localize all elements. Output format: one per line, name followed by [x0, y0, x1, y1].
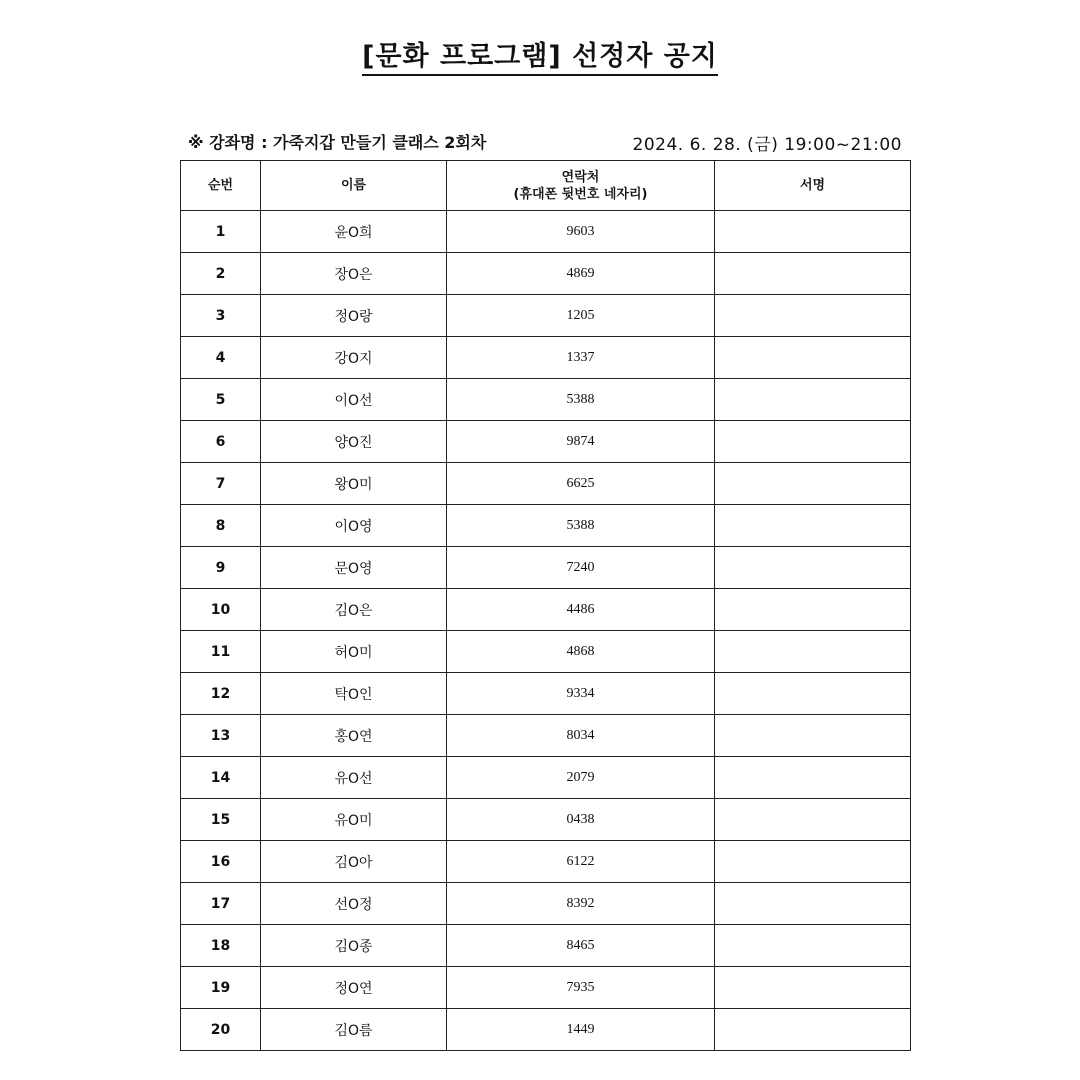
- row-number: 2: [181, 253, 261, 295]
- row-signature: [715, 967, 911, 1009]
- row-signature: [715, 799, 911, 841]
- row-name: 홍O연: [261, 715, 447, 757]
- row-signature: [715, 295, 911, 337]
- row-name: 김O종: [261, 925, 447, 967]
- row-signature: [715, 883, 911, 925]
- row-signature: [715, 715, 911, 757]
- row-number: 14: [181, 757, 261, 799]
- row-phone: 4869: [447, 253, 715, 295]
- row-name: 허O미: [261, 631, 447, 673]
- table-row: [181, 799, 911, 841]
- row-phone: 9334: [447, 673, 715, 715]
- row-signature: [715, 337, 911, 379]
- row-phone: 1449: [447, 1009, 715, 1051]
- row-phone: 8465: [447, 925, 715, 967]
- row-name: 장O은: [261, 253, 447, 295]
- row-name: 문O영: [261, 547, 447, 589]
- row-phone: 2079: [447, 757, 715, 799]
- row-name: 왕O미: [261, 463, 447, 505]
- row-number: 7: [181, 463, 261, 505]
- table-row: [181, 253, 911, 295]
- row-signature: [715, 631, 911, 673]
- table-row: [181, 715, 911, 757]
- row-name: 김O은: [261, 589, 447, 631]
- table-row: [181, 925, 911, 967]
- row-number: 12: [181, 673, 261, 715]
- row-name: 유O미: [261, 799, 447, 841]
- row-name: 유O선: [261, 757, 447, 799]
- row-number: 18: [181, 925, 261, 967]
- row-phone: 9603: [447, 211, 715, 253]
- row-phone: 9874: [447, 421, 715, 463]
- row-phone: 5388: [447, 505, 715, 547]
- row-number: 8: [181, 505, 261, 547]
- course-info-bar: [188, 130, 902, 154]
- table-row: [181, 841, 911, 883]
- row-number: 20: [181, 1009, 261, 1051]
- header-contact-title: 연락처: [561, 169, 600, 185]
- table-row: [181, 505, 911, 547]
- row-phone: 7935: [447, 967, 715, 1009]
- row-signature: [715, 589, 911, 631]
- row-name: 정O연: [261, 967, 447, 1009]
- row-phone: 4486: [447, 589, 715, 631]
- row-number: 11: [181, 631, 261, 673]
- row-signature: [715, 421, 911, 463]
- row-name: 강O지: [261, 337, 447, 379]
- table-row: [181, 379, 911, 421]
- header-contact: [447, 161, 715, 211]
- document-title: [0, 34, 1080, 73]
- row-number: 5: [181, 379, 261, 421]
- row-signature: [715, 211, 911, 253]
- header-contact-subtitle: (휴대폰 뒷번호 네자리): [513, 186, 648, 202]
- row-name: 이O영: [261, 505, 447, 547]
- row-name: 탁O인: [261, 673, 447, 715]
- row-name: 이O선: [261, 379, 447, 421]
- header-name: 이름: [261, 161, 447, 211]
- row-number: 6: [181, 421, 261, 463]
- row-name: 윤O희: [261, 211, 447, 253]
- row-signature: [715, 463, 911, 505]
- table-row: [181, 589, 911, 631]
- row-signature: [715, 547, 911, 589]
- row-phone: 1205: [447, 295, 715, 337]
- row-signature: [715, 841, 911, 883]
- row-phone: 4868: [447, 631, 715, 673]
- row-number: 17: [181, 883, 261, 925]
- table-row: [181, 883, 911, 925]
- table-row: [181, 967, 911, 1009]
- row-signature: [715, 673, 911, 715]
- row-name: 양O진: [261, 421, 447, 463]
- row-number: 4: [181, 337, 261, 379]
- row-number: 10: [181, 589, 261, 631]
- row-signature: [715, 379, 911, 421]
- row-phone: 6625: [447, 463, 715, 505]
- row-number: 19: [181, 967, 261, 1009]
- row-phone: 5388: [447, 379, 715, 421]
- row-phone: 0438: [447, 799, 715, 841]
- row-number: 13: [181, 715, 261, 757]
- row-number: 16: [181, 841, 261, 883]
- header-signature: 서명: [715, 161, 911, 211]
- course-name: ※ 강좌명 : 가죽지갑 만들기 클래스 2회차: [188, 133, 487, 152]
- course-datetime: 2024. 6. 28. (금) 19:00~21:00: [632, 135, 902, 155]
- table-row: [181, 211, 911, 253]
- table-row: [181, 673, 911, 715]
- row-signature: [715, 925, 911, 967]
- table-row: [181, 631, 911, 673]
- row-number: 9: [181, 547, 261, 589]
- table-row: [181, 337, 911, 379]
- header-number: 순번: [181, 161, 261, 211]
- row-phone: 7240: [447, 547, 715, 589]
- selected-participants-table: [180, 160, 911, 1051]
- table-row: [181, 295, 911, 337]
- row-name: 김O름: [261, 1009, 447, 1051]
- row-phone: 6122: [447, 841, 715, 883]
- table-row: [181, 547, 911, 589]
- table-row: [181, 757, 911, 799]
- row-signature: [715, 505, 911, 547]
- row-signature: [715, 253, 911, 295]
- row-signature: [715, 757, 911, 799]
- row-name: 선O정: [261, 883, 447, 925]
- table-row: [181, 463, 911, 505]
- row-phone: 1337: [447, 337, 715, 379]
- row-signature: [715, 1009, 911, 1051]
- row-phone: 8034: [447, 715, 715, 757]
- row-name: 김O아: [261, 841, 447, 883]
- table-row: [181, 421, 911, 463]
- row-number: 3: [181, 295, 261, 337]
- document-title-text: [문화 프로그램] 선정자 공지: [362, 41, 718, 76]
- row-name: 정O랑: [261, 295, 447, 337]
- row-number: 15: [181, 799, 261, 841]
- table-row: [181, 1009, 911, 1051]
- row-phone: 8392: [447, 883, 715, 925]
- row-number: 1: [181, 211, 261, 253]
- table-header-row: [181, 161, 911, 211]
